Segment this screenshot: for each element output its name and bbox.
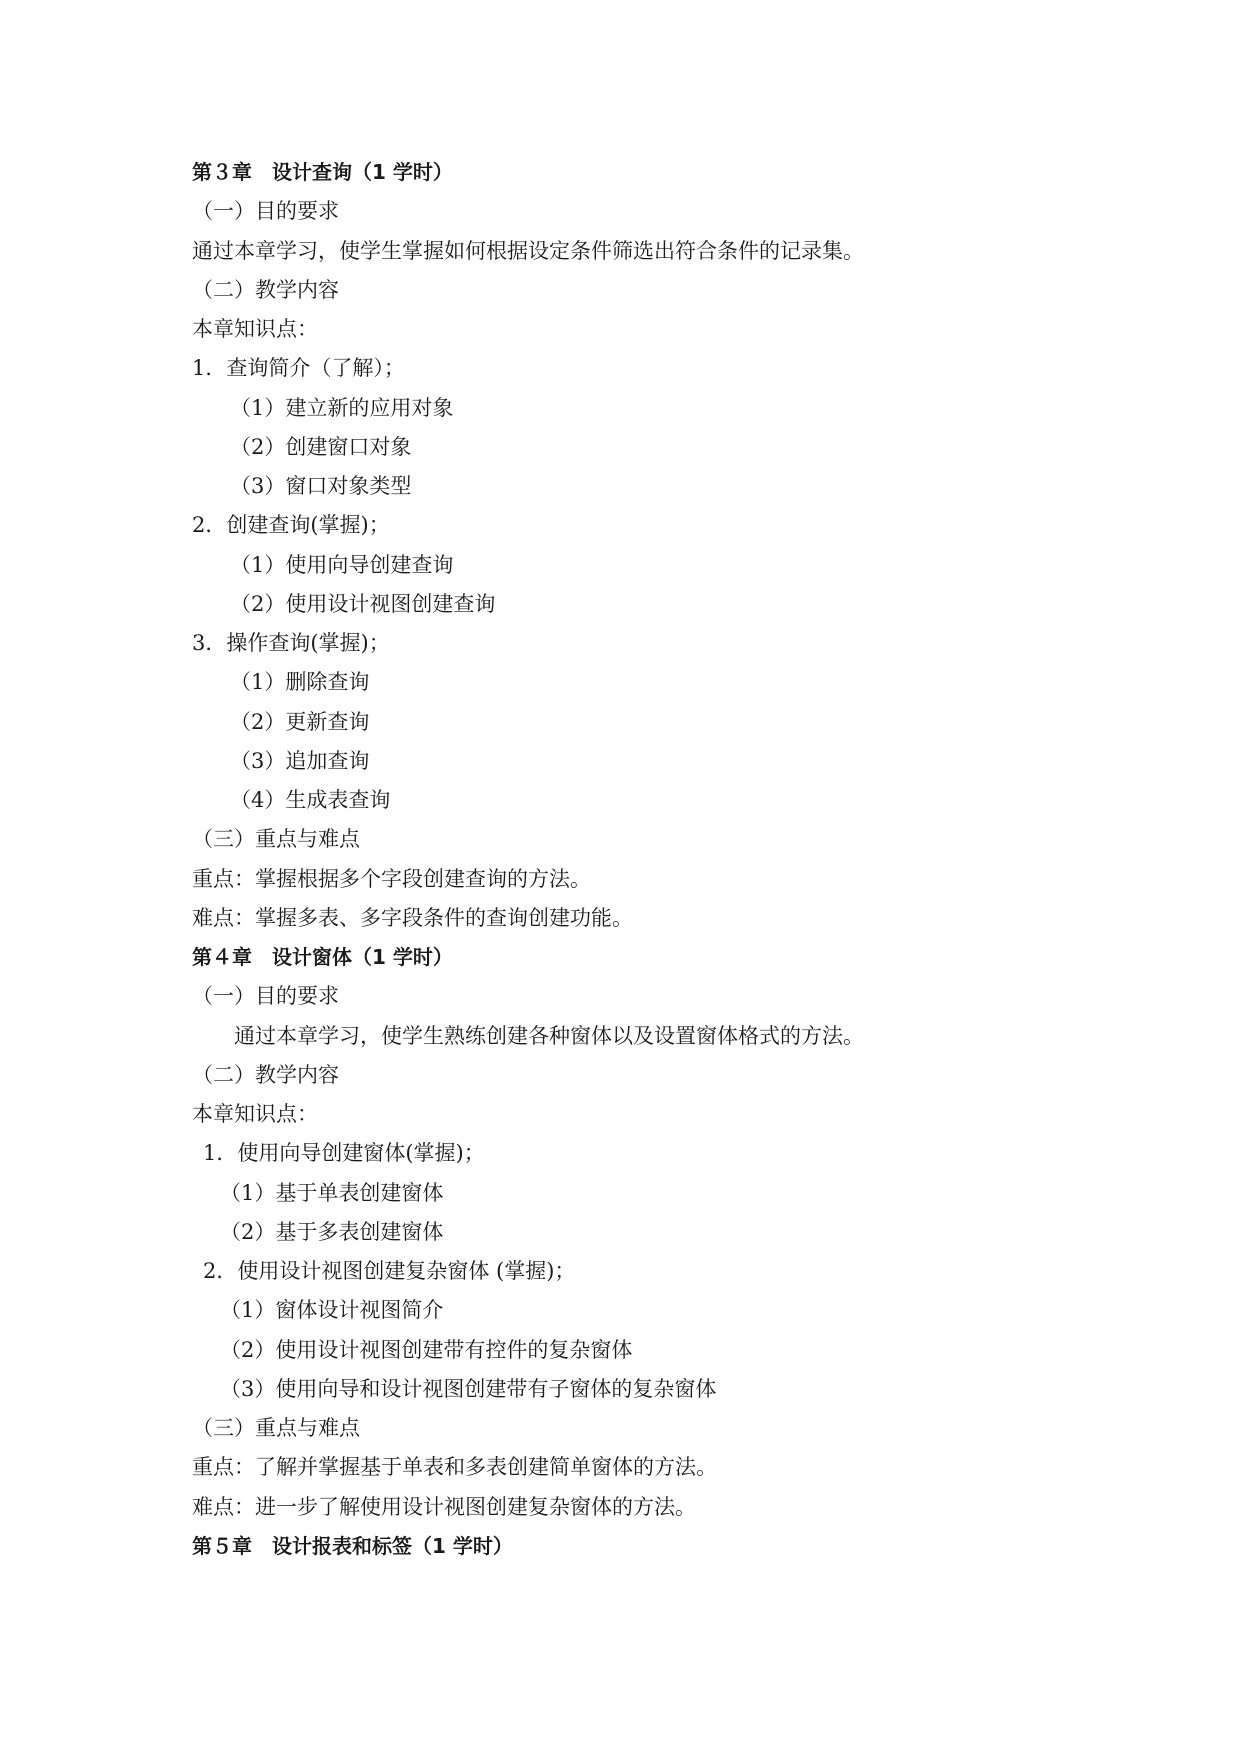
ch4-section-objectives: （一）目的要求	[192, 984, 339, 1008]
ch4-item-1: 1．使用向导创建窗体(掌握)；	[203, 1141, 485, 1165]
ch3-item-3-2: （2）更新查询	[230, 710, 370, 734]
ch4-key-point: 重点：了解并掌握基于单表和多表创建简单窗体的方法。	[192, 1455, 717, 1479]
ch4-objectives-text: 通过本章学习，使学生熟练创建各种窗体以及设置窗体格式的方法。	[234, 1024, 864, 1048]
ch3-item-3-4: （4）生成表查询	[230, 788, 391, 812]
ch4-knowledge-points: 本章知识点：	[192, 1102, 318, 1126]
ch3-item-3: 3．操作查询(掌握)；	[192, 631, 390, 655]
ch3-section-key-points: （三）重点与难点	[192, 827, 360, 851]
ch3-item-3-3: （3）追加查询	[230, 749, 370, 773]
chapter-4-title: 第４章 设计窗体（1 学时）	[192, 945, 453, 969]
ch3-item-1-2: （2）创建窗口对象	[230, 435, 412, 459]
ch3-item-1-3: （3）窗口对象类型	[230, 474, 412, 498]
ch3-key-point: 重点：掌握根据多个字段创建查询的方法。	[192, 867, 591, 891]
ch4-item-2-1: （1）窗体设计视图简介	[220, 1298, 444, 1322]
ch4-item-1-2: （2）基于多表创建窗体	[220, 1220, 444, 1244]
ch4-item-2-2: （2）使用设计视图创建带有控件的复杂窗体	[220, 1338, 633, 1362]
ch3-item-2-1: （1）使用向导创建查询	[230, 553, 454, 577]
ch4-difficulty: 难点：进一步了解使用设计视图创建复杂窗体的方法。	[192, 1495, 696, 1519]
ch3-item-1: 1．查询简介（了解）；	[192, 356, 405, 380]
chapter-3-title: 第３章 设计查询（1 学时）	[192, 160, 453, 184]
ch3-section-content: （二）教学内容	[192, 278, 339, 302]
chapter-5-title: 第５章 设计报表和标签（1 学时）	[192, 1534, 513, 1558]
ch4-item-2-3: （3）使用向导和设计视图创建带有子窗体的复杂窗体	[220, 1377, 717, 1401]
ch3-item-2: 2．创建查询(掌握)；	[192, 513, 390, 537]
ch3-knowledge-points: 本章知识点：	[192, 317, 318, 341]
ch3-objectives-text: 通过本章学习，使学生掌握如何根据设定条件筛选出符合条件的记录集。	[192, 239, 864, 263]
ch4-item-1-1: （1）基于单表创建窗体	[220, 1181, 444, 1205]
ch4-item-2: 2．使用设计视图创建复杂窗体 (掌握)；	[203, 1259, 576, 1283]
ch3-section-objectives: （一）目的要求	[192, 199, 339, 223]
ch3-item-1-1: （1）建立新的应用对象	[230, 396, 454, 420]
ch3-item-2-2: （2）使用设计视图创建查询	[230, 592, 496, 616]
ch4-section-key-points: （三）重点与难点	[192, 1416, 360, 1440]
ch4-section-content: （二）教学内容	[192, 1063, 339, 1087]
ch3-item-3-1: （1）删除查询	[230, 670, 370, 694]
ch3-difficulty: 难点：掌握多表、多字段条件的查询创建功能。	[192, 906, 633, 930]
